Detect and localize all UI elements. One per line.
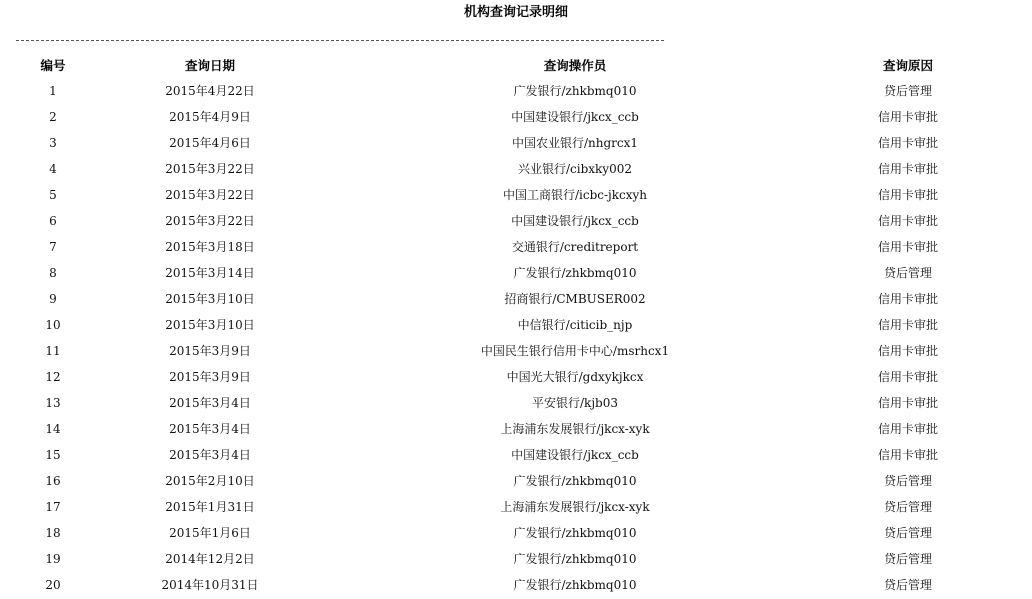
row-query-date: 2015年3月22日	[165, 162, 255, 176]
row-query-reason: 贷后管理	[883, 578, 932, 592]
row-query-operator: 广发银行/zhkbmq010	[513, 474, 637, 488]
row-number: 6	[49, 214, 57, 228]
row-query-reason: 贷后管理	[883, 266, 932, 280]
row-query-operator: 兴业银行/cibxky002	[517, 162, 632, 176]
row-query-date: 2015年3月22日	[165, 214, 255, 228]
row-query-reason: 信用卡审批	[877, 448, 938, 462]
table-row	[0, 338, 1032, 364]
header-query-date: 查询日期	[184, 58, 235, 73]
table-row	[0, 442, 1032, 468]
page-title: 机构查询记录明细	[463, 5, 568, 20]
row-query-operator: 广发银行/zhkbmq010	[513, 578, 637, 592]
row-query-operator: 中国光大银行/gdxykjkcx	[506, 370, 644, 384]
row-query-reason: 信用卡审批	[877, 396, 938, 410]
row-query-date: 2015年4月6日	[169, 136, 251, 150]
row-query-date: 2015年3月9日	[169, 344, 251, 358]
row-query-reason: 信用卡审批	[877, 292, 938, 306]
row-number: 19	[45, 552, 61, 566]
row-query-operator: 平安银行/kjb03	[532, 396, 618, 410]
row-query-reason: 信用卡审批	[877, 136, 938, 150]
row-query-date: 2015年3月10日	[165, 318, 255, 332]
row-query-date: 2015年1月6日	[169, 526, 251, 540]
row-query-reason: 信用卡审批	[877, 162, 938, 176]
row-query-operator: 交通银行/creditreport	[511, 240, 639, 254]
table-row	[0, 130, 1032, 156]
table-row	[0, 416, 1032, 442]
row-number: 7	[49, 240, 57, 254]
query-records-table	[0, 54, 1032, 598]
table-header-row	[0, 54, 1032, 78]
row-query-date: 2015年3月10日	[165, 292, 255, 306]
row-query-operator: 广发银行/zhkbmq010	[513, 266, 637, 280]
row-query-reason: 信用卡审批	[877, 240, 938, 254]
row-query-date: 2015年1月31日	[165, 500, 255, 514]
row-query-reason: 信用卡审批	[877, 370, 938, 384]
table-row	[0, 390, 1032, 416]
row-query-operator: 中国工商银行/icbc-jkcxyh	[502, 188, 648, 202]
table-row	[0, 312, 1032, 338]
row-query-operator: 广发银行/zhkbmq010	[513, 552, 637, 566]
table-row	[0, 572, 1032, 598]
row-number: 10	[45, 318, 61, 332]
row-query-operator: 中国民生银行信用卡中心/msrhcx1	[480, 344, 670, 358]
table-row	[0, 286, 1032, 312]
row-query-date: 2015年3月9日	[169, 370, 251, 384]
row-number: 13	[45, 396, 61, 410]
row-query-operator: 中信银行/citicib_njp	[517, 318, 633, 332]
table-row	[0, 156, 1032, 182]
row-number: 20	[45, 578, 61, 592]
row-query-operator: 中国建设银行/jkcx_ccb	[511, 110, 639, 124]
row-query-date: 2014年12月2日	[165, 552, 255, 566]
table-row	[0, 182, 1032, 208]
row-query-date: 2015年2月10日	[165, 474, 255, 488]
table-row	[0, 104, 1032, 130]
header-query-operator: 查询操作员	[543, 58, 607, 73]
row-query-reason: 信用卡审批	[877, 344, 938, 358]
row-query-operator: 中国建设银行/jkcx_ccb	[511, 448, 639, 462]
row-number: 18	[45, 526, 61, 540]
row-number: 9	[49, 292, 57, 306]
row-number: 12	[45, 370, 61, 384]
row-number: 4	[49, 162, 57, 176]
row-number: 16	[45, 474, 61, 488]
row-query-date: 2015年3月22日	[165, 188, 255, 202]
table-row	[0, 364, 1032, 390]
table-body	[0, 78, 1032, 598]
row-query-operator: 中国建设银行/jkcx_ccb	[511, 214, 639, 228]
row-query-date: 2015年3月18日	[165, 240, 255, 254]
row-query-reason: 信用卡审批	[877, 214, 938, 228]
dashed-divider	[16, 40, 664, 41]
row-query-date: 2015年4月22日	[165, 84, 255, 98]
row-number: 2	[49, 110, 57, 124]
row-query-date: 2015年4月9日	[169, 110, 251, 124]
row-query-date: 2014年10月31日	[161, 578, 259, 592]
row-number: 3	[49, 136, 57, 150]
header-number: 编号	[40, 58, 66, 73]
row-query-operator: 广发银行/zhkbmq010	[513, 526, 637, 540]
row-query-reason: 信用卡审批	[877, 188, 938, 202]
row-query-operator: 上海浦东发展银行/jkcx-xyk	[500, 422, 650, 436]
row-query-operator: 广发银行/zhkbmq010	[513, 84, 637, 98]
row-query-reason: 信用卡审批	[877, 318, 938, 332]
row-query-date: 2015年3月4日	[169, 448, 251, 462]
row-number: 14	[45, 422, 61, 436]
row-query-reason: 贷后管理	[883, 552, 932, 566]
row-query-operator: 中国农业银行/nhgrcx1	[511, 136, 639, 150]
row-query-operator: 上海浦东发展银行/jkcx-xyk	[500, 500, 650, 514]
table-row	[0, 468, 1032, 494]
row-number: 11	[45, 344, 61, 358]
row-query-reason: 贷后管理	[883, 474, 932, 488]
table-row	[0, 546, 1032, 572]
row-number: 17	[45, 500, 61, 514]
table-row	[0, 494, 1032, 520]
row-query-reason: 贷后管理	[883, 526, 932, 540]
table-row	[0, 520, 1032, 546]
row-query-operator: 招商银行/CMBUSER002	[504, 292, 646, 306]
row-number: 8	[49, 266, 57, 280]
table-row	[0, 78, 1032, 104]
row-query-reason: 信用卡审批	[877, 422, 938, 436]
row-number: 1	[49, 84, 57, 98]
row-number: 5	[49, 188, 57, 202]
row-number: 15	[45, 448, 61, 462]
row-query-date: 2015年3月4日	[169, 396, 251, 410]
table-row	[0, 234, 1032, 260]
row-query-reason: 贷后管理	[883, 500, 932, 514]
table-row	[0, 208, 1032, 234]
header-query-reason: 查询原因	[882, 58, 933, 73]
row-query-reason: 贷后管理	[883, 84, 932, 98]
row-query-reason: 信用卡审批	[877, 110, 938, 124]
row-query-date: 2015年3月14日	[165, 266, 255, 280]
row-query-date: 2015年3月4日	[169, 422, 251, 436]
table-row	[0, 260, 1032, 286]
